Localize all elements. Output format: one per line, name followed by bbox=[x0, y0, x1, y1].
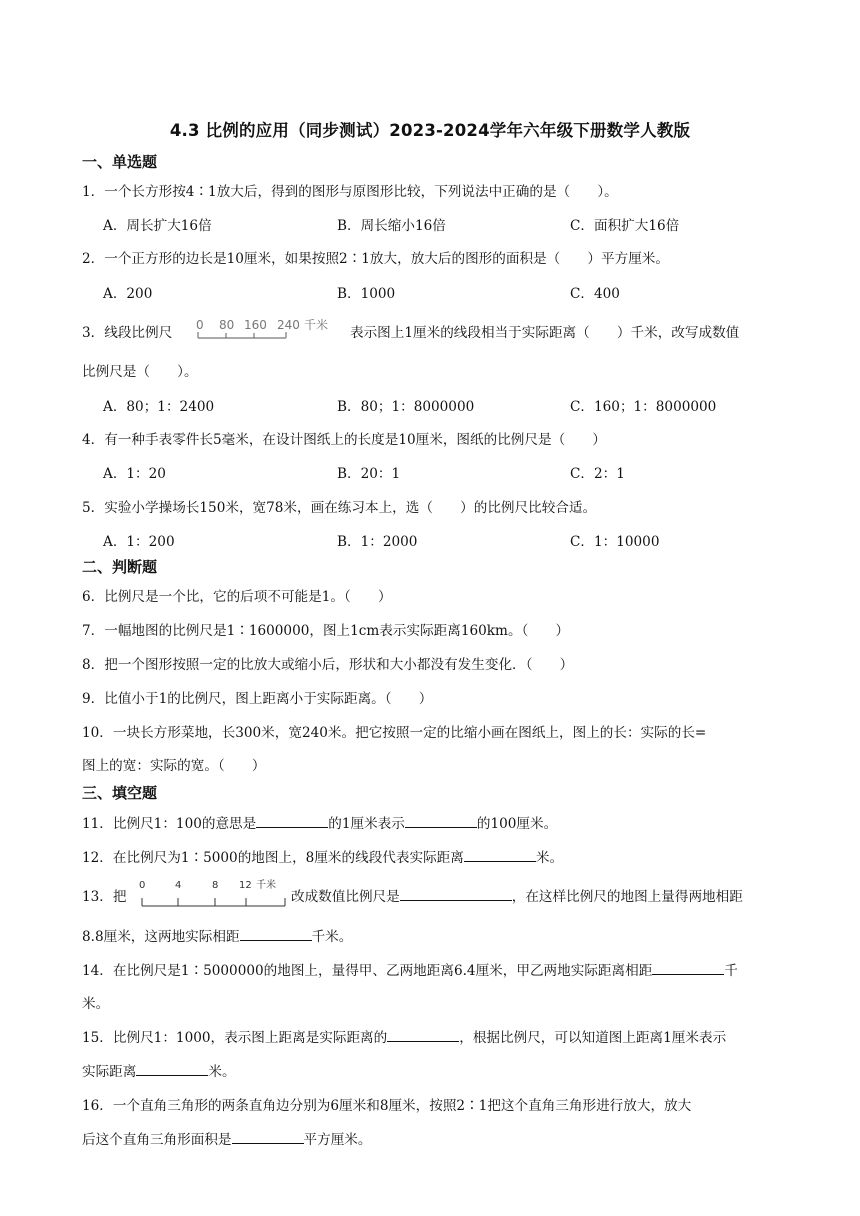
question-7-stem: 7．一幅地图的比例尺是1∶1600000，图上1cm表示实际距离160km。（ ） bbox=[82, 623, 570, 639]
question-16-line2 bbox=[82, 1128, 372, 1148]
question-16-text: 平方厘米。 bbox=[303, 1132, 372, 1148]
question-3-stem-start: 3．线段比例尺 bbox=[82, 325, 173, 341]
question-8-stem: 8．把一个图形按照一定的比放大或缩小后，形状和大小都没有发生变化．（ ） bbox=[82, 657, 574, 673]
question-14-line2: 米。 bbox=[82, 996, 110, 1012]
question-15-text: ，根据比例尺，可以知道图上距离1厘米表示 bbox=[459, 1030, 727, 1046]
question-9-stem: 9．比值小于1的比例尺，图上距离小于实际距离。（ ） bbox=[82, 691, 433, 707]
answer-blank[interactable] bbox=[256, 813, 328, 828]
question-13-prefix: 13．把 bbox=[82, 889, 127, 905]
question-10-stem-line1: 10．一块长方形菜地，长300米，宽240米。把它按照一定的比缩小画在图纸上，图上的长：实际的长= bbox=[82, 725, 707, 741]
question-3-option-c: C．160；1：8000000 bbox=[570, 399, 717, 415]
question-14-text: 千 bbox=[724, 963, 738, 979]
question-11-text: 的100厘米。 bbox=[476, 816, 558, 832]
question-5-option-c: C．1：10000 bbox=[570, 534, 660, 550]
question-3-stem-line2: 比例尺是（ ）。 bbox=[82, 364, 198, 380]
question-12-text: 12．在比例尺为1∶5000的地图上，8厘米的线段代表实际距离 bbox=[82, 850, 464, 866]
question-4-stem: 4．有一种手表零件长5毫米，在设计图纸上的长度是10厘米，图纸的比例尺是（ ） bbox=[82, 432, 606, 448]
question-1-stem: 1．一个长方形按4∶1放大后，得到的图形与原图形比较，下列说法中正确的是（ ）。 bbox=[82, 184, 618, 200]
question-5-option-a: A．1：200 bbox=[103, 534, 175, 550]
question-13-text: 8.8厘米，这两地实际相距 bbox=[82, 929, 240, 945]
question-16-stem: 16．一个直角三角形的两条直角边分别为6厘米和8厘米，按照2∶1把这个直角三角形进行放大，放大 bbox=[82, 1098, 692, 1114]
answer-blank[interactable] bbox=[400, 886, 512, 901]
question-10-stem-line2: 图上的宽：实际的宽。（ ） bbox=[82, 758, 266, 774]
line-scale-figure-80km bbox=[193, 316, 343, 342]
question-15-text: 15．比例尺1：1000，表示图上距离是实际距离的 bbox=[82, 1030, 388, 1046]
answer-blank[interactable] bbox=[652, 960, 724, 975]
question-2-option-a: A．200 bbox=[103, 286, 153, 302]
scale-unit-label: 千米 bbox=[256, 880, 276, 891]
question-15-text: 实际距离 bbox=[82, 1064, 137, 1080]
question-2-option-c: C．400 bbox=[570, 286, 620, 302]
question-12-text: 米。 bbox=[535, 850, 564, 866]
page-title: 4.3 比例的应用（同步测试）2023-2024学年六年级下册数学人教版 bbox=[169, 121, 691, 140]
scale-tick-label: 0 bbox=[196, 318, 204, 332]
question-13-text: ，在这样比例尺的地图上量得两地相距 bbox=[511, 889, 743, 905]
question-3-stem-end: 表示图上1厘米的线段相当于实际距离（ ）千米，改写成数值 bbox=[350, 325, 740, 341]
question-2-option-b: B．1000 bbox=[337, 286, 396, 302]
question-3-option-b: B．80；1：8000000 bbox=[337, 399, 475, 415]
question-11-text: 的1厘米表示 bbox=[328, 816, 405, 832]
section-heading-fill-in: 三、填空题 bbox=[82, 784, 158, 802]
question-14-stem bbox=[82, 959, 738, 979]
question-1-option-b: B．周长缩小16倍 bbox=[337, 218, 446, 234]
answer-blank[interactable] bbox=[136, 1061, 208, 1076]
question-12-stem bbox=[82, 846, 563, 866]
question-2-stem: 2．一个正方形的边长是10厘米，如果按照2∶1放大，放大后的图形的面积是（ ）平方厘米。 bbox=[82, 251, 669, 267]
question-15-stem bbox=[82, 1026, 726, 1046]
answer-blank[interactable] bbox=[387, 1027, 459, 1042]
scale-tick-label: 4 bbox=[175, 880, 182, 891]
question-1-option-a: A．周长扩大16倍 bbox=[103, 218, 212, 234]
question-15-line2 bbox=[82, 1060, 236, 1080]
question-15-text: 米。 bbox=[208, 1064, 236, 1080]
scale-tick-label: 8 bbox=[212, 880, 219, 891]
question-11-stem bbox=[82, 812, 557, 832]
question-13-text: 改成数值比例尺是 bbox=[291, 889, 400, 905]
answer-blank[interactable] bbox=[464, 847, 536, 862]
scale-tick-label: 0 bbox=[139, 880, 146, 891]
question-16-text: 后这个直角三角形面积是 bbox=[82, 1132, 232, 1148]
question-4-option-a: A．1：20 bbox=[103, 466, 166, 482]
question-6-stem: 6．比例尺是一个比，它的后项不可能是1。（ ） bbox=[82, 589, 392, 605]
question-4-option-b: B．20：1 bbox=[337, 466, 401, 482]
question-1-option-c: C．面积扩大16倍 bbox=[570, 218, 680, 234]
question-5-option-b: B．1：2000 bbox=[337, 534, 418, 550]
question-13-stem bbox=[291, 885, 743, 905]
question-11-text: 11．比例尺1：100的意思是 bbox=[82, 816, 257, 832]
question-5-stem: 5．实验小学操场长150米，宽78米，画在练习本上，选（ ）的比例尺比较合适。 bbox=[82, 500, 597, 516]
answer-blank[interactable] bbox=[232, 1129, 304, 1144]
section-heading-true-false: 二、判断题 bbox=[82, 558, 158, 576]
scale-unit-label: 千米 bbox=[304, 318, 329, 332]
answer-blank[interactable] bbox=[405, 813, 477, 828]
scale-tick-label: 12 bbox=[239, 880, 252, 891]
scale-tick-label: 160 bbox=[244, 318, 267, 332]
question-3-option-a: A．80；1：2400 bbox=[103, 399, 215, 415]
question-13-line2 bbox=[82, 925, 352, 945]
scale-tick-label: 80 bbox=[219, 318, 235, 332]
question-14-text: 14．在比例尺是1∶5000000的地图上，量得甲、乙两地距离6.4厘米，甲乙两地实际距离相距 bbox=[82, 963, 653, 979]
section-heading-single-choice: 一、单选题 bbox=[82, 153, 158, 171]
question-4-option-c: C．2：1 bbox=[570, 466, 625, 482]
scale-tick-label: 240 bbox=[277, 318, 300, 332]
line-scale-figure-4km bbox=[135, 876, 290, 912]
question-13-text: 千米。 bbox=[311, 929, 353, 945]
answer-blank[interactable] bbox=[240, 926, 312, 941]
